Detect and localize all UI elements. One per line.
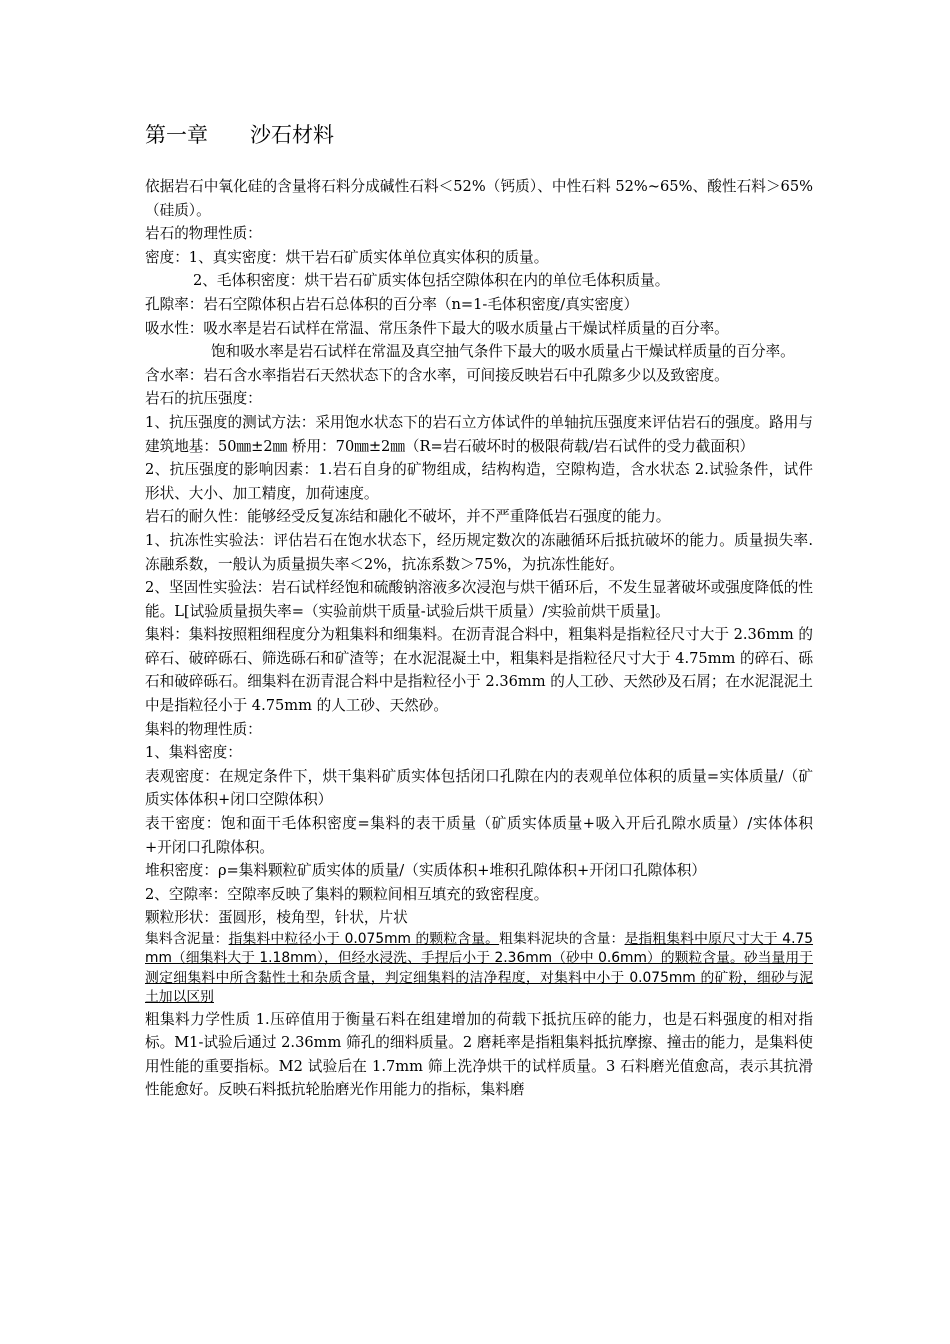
- mud-lump-label: 粗集料泥块的含量：: [499, 931, 625, 947]
- paragraph-porosity: 孔隙率：岩石空隙体积占岩石总体积的百分率（n=1-毛体积密度/真实密度）: [145, 295, 639, 313]
- paragraph-moisture: 含水率：岩石含水率指岩石天然状态下的含水率，可间接反映岩石中孔隙多少以及致密度。: [145, 366, 729, 384]
- paragraph-frost-test: 1、抗冻性实验法：评估岩石在饱水状态下，经历规定数次的冻融循环后抵抗破坏的能力。质量损失率.冻融系数，一般认为质量损失率＜2%，抗冻系数＞75%，为抗冻性能好。: [145, 531, 813, 573]
- paragraph-aggregate: 集料：集料按照粗细程度分为粗集料和细集料。在沥青混合料中，粗集料是指粒径尺寸大于 2.36mm 的碎石、破碎砾石、筛选砾石和矿渣等；在水泥混凝土中，粗集料是指粒径尺寸大于 4.75mm 的碎石、砾石和破碎砾石。细集料在沥青混合料中是指粒径小于 2.36mm 的人工砂、天然砂及石屑；在水泥混泥土中是指粒径小于 4.75mm 的人工砂、天然砂。: [145, 626, 813, 715]
- paragraph-water-absorption: 吸水性：吸水率是岩石试样在常温、常压条件下最大的吸水质量占干燥试样质量的百分率。: [145, 319, 729, 337]
- chapter-title: 第一章 沙石材料: [145, 123, 334, 147]
- paragraph-coarse-mechanics: 粗集料力学性质 1.压碎值用于衡量石料在组建增加的荷载下抵抗压碎的能力，也是石料强度的相对指标。M1-试验后通过 2.36mm 筛孔的细料质量。2 磨耗率是指粗集料抵抗摩擦、撞击的能力，是集料使用性能的重要指标。M2 试验后在 1.7mm 筛上洗净烘干的试样质量。3 石料磨光值愈高，表示其抗滑性能愈好。反映石料抵抗轮胎磨光作用能力的指标，集料磨: [145, 1010, 813, 1099]
- mud-definition-underlined: 指集料中粒径小于 0.075mm 的颗粒含量。: [228, 931, 500, 947]
- paragraph-bulk-density: 堆积密度：ρ=集料颗粒矿质实体的质量/（实质体积+堆积孔隙体积+开闭口孔隙体积）: [145, 862, 706, 880]
- paragraph-strength-test: 1、抗压强度的测试方法：采用饱水状态下的岩石立方体试件的单轴抗压强度来评估岩石的强度。路用与建筑地基：50㎜±2㎜ 桥用：70㎜±2㎜（R=岩石破坏时的极限荷载/岩石试件的受力截面积）: [145, 413, 813, 455]
- heading-aggregate-physical: 集料的物理性质：: [145, 720, 262, 738]
- paragraph-silica: 依据岩石中氧化硅的含量将石料分成碱性石料＜52%（钙质）、中性石料 52%~65%、酸性石料＞65%（硅质）。: [145, 178, 813, 219]
- heading-aggregate-density: 1、集料密度：: [145, 744, 242, 762]
- heading-rock-physical: 岩石的物理性质：: [145, 225, 262, 243]
- paragraph-saturated-absorption: 饱和吸水率是岩石试样在常温及真空抽气条件下最大的吸水质量占干燥试样质量的百分率。: [211, 343, 795, 361]
- paragraph-ssd-density: 表干密度：饱和面干毛体积密度=集料的表干质量（矿质实体质量+吸入开后孔隙水质量）/实体体积+开闭口孔隙体积。: [145, 815, 813, 856]
- paragraph-apparent-density: 表观密度：在规定条件下，烘干集料矿质实体包括闭口孔隙在内的表观单位体积的质量=实体质量/（矿质实体体积+闭口空隙体积）: [145, 767, 813, 809]
- paragraph-durability: 岩石的耐久性：能够经受反复冻结和融化不破坏，并不严重降低岩石强度的能力。: [145, 508, 671, 526]
- document-body: [145, 119, 813, 1102]
- mud-lump-definition-underlined: 是指粗集料中原尺寸大于 4.75mm（细集料大于 1.18mm），但经水浸洗、手捏后小于 2.36mm（砂中 0.6mm）的颗粒含量。砂当量用于测定细集料中所含黏性土和杂质含量，判定细集料的洁净程度，对集料中小于 0.075mm 的矿粉，细砂与泥土加以区别: [145, 931, 814, 1006]
- paragraph-density-2: 2、毛体积密度：烘干岩石矿质实体包括空隙体积在内的单位毛体积质量。: [193, 272, 670, 290]
- paragraph-mud-content: [145, 930, 813, 1008]
- paragraph-void-ratio: 2、空隙率：空隙率反映了集料的颗粒间相互填充的致密程度。: [145, 885, 549, 903]
- paragraph-strength-factors: 2、抗压强度的影响因素：1.岩石自身的矿物组成，结构构造，空隙构造，含水状态 2.试验条件，试件形状、大小、加工精度，加荷速度。: [145, 461, 813, 502]
- mud-prefix: 集料含泥量：: [145, 931, 229, 947]
- heading-compressive-strength: 岩石的抗压强度：: [145, 390, 262, 408]
- paragraph-density-1: 密度：1、真实密度：烘干岩石矿质实体单位真实体积的质量。: [145, 248, 549, 266]
- paragraph-particle-shape: 颗粒形状：蛋圆形，棱角型，针状，片状: [145, 909, 408, 927]
- paragraph-soundness-test: 2、坚固性实验法：岩石试样经饱和硫酸钠溶液多次浸泡与烘干循环后，不发生显著破坏或强度降低的性能。L[试验质量损失率=（实验前烘干质量-试验后烘干质量）/实验前烘干质量]。: [145, 579, 813, 620]
